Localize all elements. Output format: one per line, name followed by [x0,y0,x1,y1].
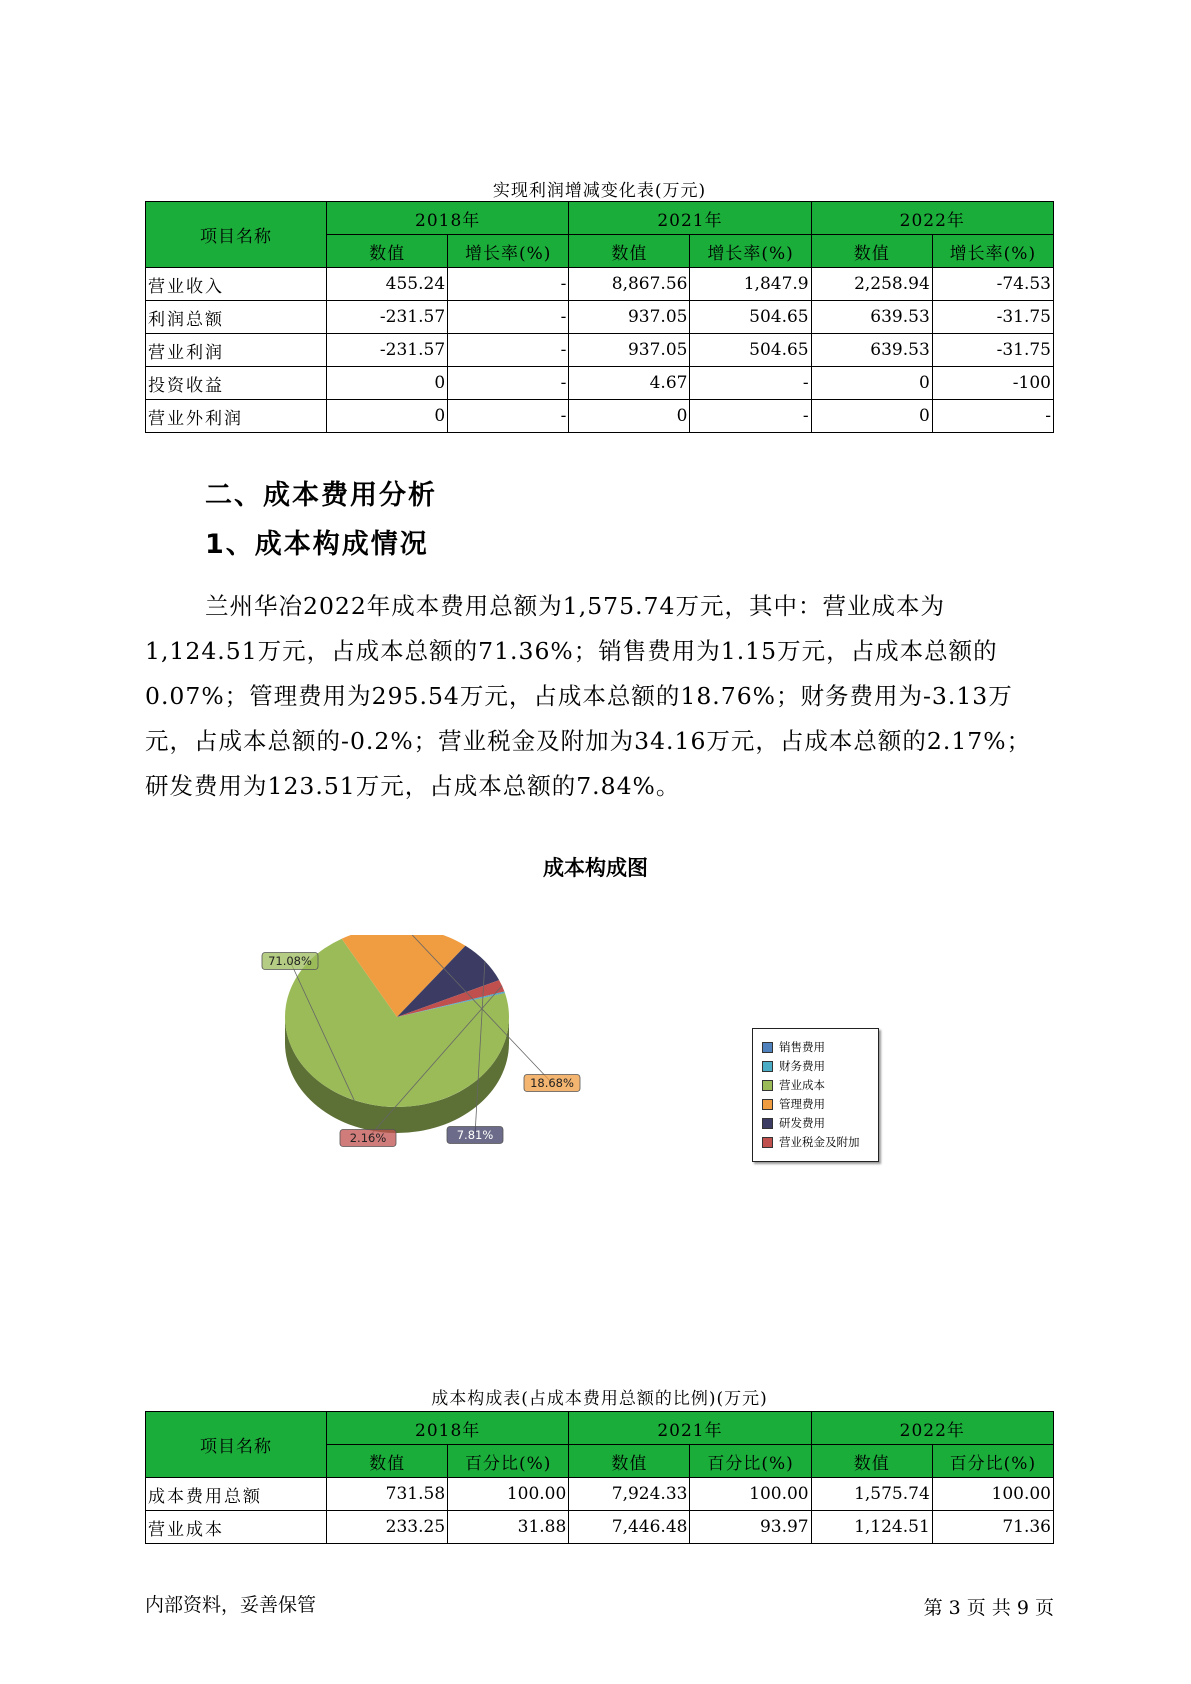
row-label: 营业成本 [146,1511,327,1544]
table-cell: -31.75 [932,334,1053,367]
legend-item [762,1039,825,1055]
pie-data-label: 2.16% [349,1131,387,1145]
profit-change-table [145,201,1054,433]
table-cell: 0 [811,367,932,400]
legend-swatch [762,1080,773,1091]
table-cell: 100.00 [932,1478,1053,1511]
table-cell: - [932,400,1053,433]
table-cell: - [448,334,569,367]
legend-item [762,1096,825,1112]
row-label: 利润总额 [146,301,327,334]
row-label: 投资收益 [146,367,327,400]
table2-body [146,1478,1054,1544]
table2-sub-percent: 百分比(%) [690,1445,811,1478]
table-cell: 4.67 [569,367,690,400]
table1-year-2022: 2022年 [811,202,1053,235]
table-cell: 731.58 [327,1478,448,1511]
table-cell: 2,258.94 [811,268,932,301]
table1-sub-value: 数值 [569,235,690,268]
row-label: 营业利润 [146,334,327,367]
table-cell: 1,124.51 [811,1511,932,1544]
row-label: 成本费用总额 [146,1478,327,1511]
table2-sub-percent: 百分比(%) [448,1445,569,1478]
footer-page-number: 第 3 页 共 9 页 [923,1597,1054,1619]
table-cell: 100.00 [690,1478,811,1511]
table1-year-2018: 2018年 [327,202,569,235]
table-cell: - [690,400,811,433]
table1-sub-rate: 增长率(%) [932,235,1053,268]
chart-title: 成本构成图 [543,856,648,880]
table2-caption: 成本构成表(占成本费用总额的比例)(万元) [431,1389,768,1409]
legend-label: 营业成本 [779,1078,825,1092]
table1-sub-value: 数值 [327,235,448,268]
row-label: 营业收入 [146,268,327,301]
legend-swatch [762,1061,773,1072]
pie-data-label: 71.08% [268,954,312,968]
legend-swatch [762,1118,773,1129]
table-cell: - [448,367,569,400]
table2-sub-value: 数值 [327,1445,448,1478]
legend-item [762,1115,825,1131]
table-cell: 0 [569,400,690,433]
table1-year-2021: 2021年 [569,202,811,235]
table-cell: -231.57 [327,301,448,334]
table-row [146,268,1054,301]
table-cell: 0 [327,367,448,400]
table2-sub-percent: 百分比(%) [932,1445,1053,1478]
table-row [146,1511,1054,1544]
legend-item [762,1134,860,1150]
table2-sub-value: 数值 [811,1445,932,1478]
cost-structure-table [145,1411,1054,1544]
legend-swatch [762,1099,773,1110]
table2-year-2022: 2022年 [811,1412,1053,1445]
table-row [146,400,1054,433]
table-cell: 71.36 [932,1511,1053,1544]
table-cell: 639.53 [811,334,932,367]
legend-label: 销售费用 [779,1040,825,1054]
table-cell: 0 [327,400,448,433]
sub-heading: 1、成本构成情况 [205,529,429,560]
table-cell: 504.65 [690,334,811,367]
table1-body [146,268,1054,433]
table-cell: 1,847.9 [690,268,811,301]
table1-name-header: 项目名称 [146,202,327,268]
table-cell: 455.24 [327,268,448,301]
table2-year-2021: 2021年 [569,1412,811,1445]
table-row [146,301,1054,334]
table1-sub-value: 数值 [811,235,932,268]
table-cell: 100.00 [448,1478,569,1511]
pie-data-label: 7.81% [456,1128,494,1142]
row-label: 营业外利润 [146,400,327,433]
table-cell: -231.57 [327,334,448,367]
legend-swatch [762,1137,773,1148]
table-cell: 93.97 [690,1511,811,1544]
chart-legend [752,1028,879,1162]
table-cell: 937.05 [569,301,690,334]
legend-label: 营业税金及附加 [779,1135,860,1149]
table-row [146,1478,1054,1511]
table-cell: 8,867.56 [569,268,690,301]
legend-item [762,1077,825,1093]
table-cell: 233.25 [327,1511,448,1544]
table-cell: -74.53 [932,268,1053,301]
legend-label: 财务费用 [779,1059,825,1073]
section-heading: 二、成本费用分析 [205,480,437,511]
table-cell: 0 [811,400,932,433]
table-cell: -31.75 [932,301,1053,334]
table-cell: 1,575.74 [811,1478,932,1511]
legend-item [762,1058,825,1074]
table-row [146,367,1054,400]
table-cell: - [448,268,569,301]
table-cell: 7,924.33 [569,1478,690,1511]
table-row [146,334,1054,367]
legend-swatch [762,1042,773,1053]
table-cell: - [448,400,569,433]
table-cell: - [448,301,569,334]
footer-confidential: 内部资料，妥善保管 [145,1594,317,1616]
legend-label: 研发费用 [779,1116,825,1130]
table1-sub-rate: 增长率(%) [448,235,569,268]
cost-paragraph: 兰州华冶2022年成本费用总额为1,575.74万元，其中：营业成本为1,124.51万元，占成本总额的71.36%；销售费用为1.15万元，占成本总额的0.07%；管理费用为295.54万元，占成本总额的18.76%；财务费用为-3.13万元，占成本总额的-0.2%；营业税金及附加为34.16万元，占成本总额的2.17%；研发费用为123.51万元，占成本总额的7.84%。 [145,592,1032,800]
table1-caption: 实现利润增减变化表(万元) [492,181,707,201]
table2-year-2018: 2018年 [327,1412,569,1445]
table-cell: 639.53 [811,301,932,334]
table2-sub-value: 数值 [569,1445,690,1478]
table1-sub-rate: 增长率(%) [690,235,811,268]
table-cell: -100 [932,367,1053,400]
table-cell: - [690,367,811,400]
cost-pie-chart [260,935,620,1175]
table2-name-header: 项目名称 [146,1412,327,1478]
legend-label: 管理费用 [779,1097,825,1111]
table-cell: 504.65 [690,301,811,334]
table-cell: 7,446.48 [569,1511,690,1544]
pie-data-label: 18.68% [530,1076,574,1090]
table-cell: 937.05 [569,334,690,367]
table-cell: 31.88 [448,1511,569,1544]
